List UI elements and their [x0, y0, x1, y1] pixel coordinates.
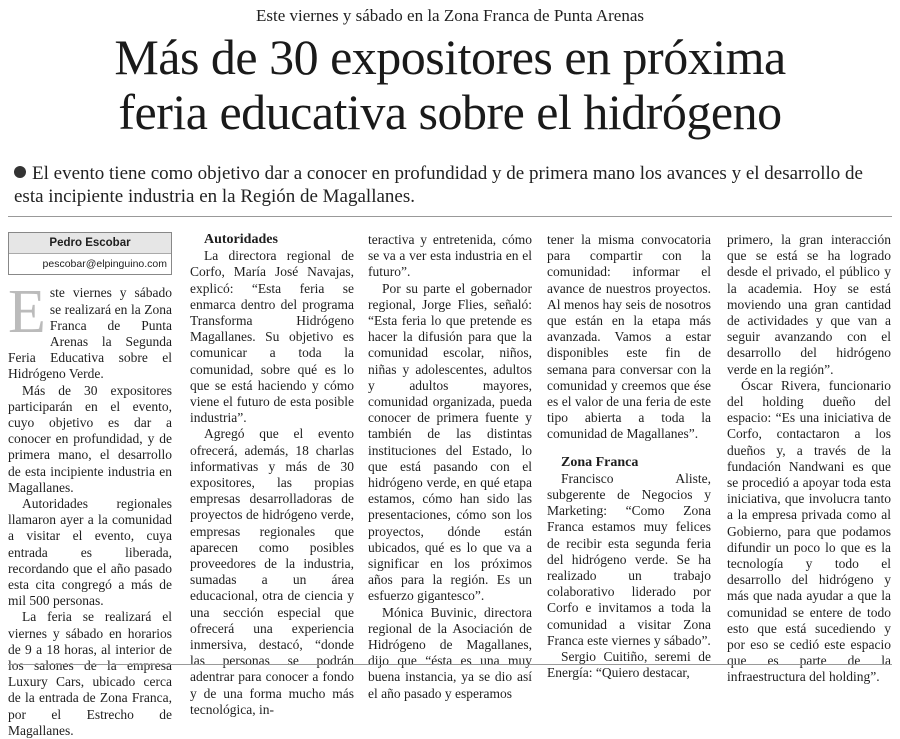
paragraph-text: ste viernes y sábado se realizará en la Zona Franca de Punta Arenas la Segunda Feria Educativa sobre el Hidrógeno Verde. — [8, 285, 172, 382]
bullet-icon — [14, 166, 26, 178]
paragraph: Óscar Rivera, funcionario del holding dueño del espacio: “Es una iniciativa de Corfo, contactaron a los dueños y, a través de la fundación Nandwani es que se procedió a apoyar toda esta iniciativa, que involucra tanto a la empresa privada como al Gobierno, para que podamos difundir un poco lo que es la tecnología y todo el desarrollo del hidrógeno y más que nada ayudar a que la comunidad se entere de todo esto que está sucediendo y por eso se cedió este espacio que es parte de la infraestructura del holding”. — [727, 377, 891, 685]
paragraph: La directora regional de Corfo, María José Navajas, explicó: “Esta feria se enmarca dentro del programa Transforma Hidrógeno Magallanes. Su objetivo es comunicar a toda la comunidad, sobre qué es lo que se está haciendo y cómo viene el futuro de esta posible industria”. — [190, 248, 354, 426]
headline-line-2: feria educativa sobre el hidrógeno — [118, 84, 782, 140]
headline — [0, 30, 900, 140]
subhead-zona-franca: Zona Franca — [561, 454, 639, 470]
column-4 — [547, 232, 711, 681]
column-1 — [8, 232, 172, 739]
subhead-autoridades: Autoridades — [204, 232, 278, 247]
paragraph: Autoridades regionales llamaron ayer a la comunidad a visitar el evento, cuya entrada es liberada, recordando que el año pasado esta cita congregó a más de mil 500 personas. — [8, 496, 172, 609]
column-2 — [190, 232, 354, 718]
lead-text: El evento tiene como objetivo dar a conocer en profundidad y de primera mano los avances y el desarrollo de esta incipiente industria en la Región de Magallanes. — [14, 163, 863, 207]
paragraph: Agregó que el evento ofrecerá, además, 18 charlas informativas y más de 30 expositores, las propias empresas desarrolladoras de proyectos de hidrógeno verde, empresas regionales que aparecen como posibles proveedores de la industria, sumadas a un área educacional, otra de ciencia y una sección especial que ofrecerá una experiencia inmersiva, destacó, “donde las personas se podrán adentrar para conocer a fondo y de una forma mucho más tecnológica, in- — [190, 426, 354, 717]
paragraph: Por su parte el gobernador regional, Jorge Flies, señaló: “Esta feria lo que pretende es hacer la difusión para que la comunidad escolar, niños, niñas y adolescentes, adultos y adultos mayores, comunidad organizada, pueda conocer de primera fuente y también de las distintas instituciones del Estado, lo que está pasando con el hidrógeno verde, en qué etapa estamos, cómo han sido las presentaciones, cómo son los proyectos, dónde están ubicados, qué es lo que va a significar en los próximos años para la región. Es un esfuerzo gigantesco”. — [368, 280, 532, 604]
paragraph: teractiva y entretenida, cómo se va a ver esta industria en el futuro”. — [368, 232, 532, 280]
kicker: Este viernes y sábado en la Zona Franca de Punta Arenas — [255, 6, 645, 25]
column-3 — [368, 232, 532, 702]
paragraph — [8, 278, 172, 382]
lead-paragraph — [14, 162, 884, 208]
paragraph: Sergio Cuitiño, seremi de Energía: “Quiero destacar, — [547, 649, 711, 681]
divider — [8, 664, 892, 665]
headline-line-1: Más de 30 expositores en próxima — [114, 29, 786, 85]
paragraph: tener la misma convocatoria para compartir con la comunidad: informar el avance de nuestros proyectos. Al menos hay seis de nosotros que están en la etapa más avanzada. Vamos a estar disponibles este fin de semana para conversar con la comunidad y creemos que ése es el valor de una feria de este tipo abierta a toda la comunidad de Magallanes”. — [547, 232, 711, 442]
paragraph: Francisco Aliste, subgerente de Negocios y Marketing: “Como Zona Franca estamos muy felices de recibir esta segunda feria del hidrógeno verde. Se ha realizado un trabajo colaborativo liderado por Corfo e invitamos a toda la comunidad a visitar Zona Franca este viernes y sábado”. — [547, 470, 711, 648]
author-name: Pedro Escobar — [9, 233, 171, 254]
divider — [8, 216, 892, 217]
author-email: pescobar@elpinguino.com — [42, 258, 167, 271]
paragraph: primero, la gran interacción que se está se ha logrado desde el privado, el público y la academia. Hoy se está moviendo una gran cantidad de actividades y que van a seguir avanzando con el desarrollo del hidrógeno verde en la región”. — [727, 232, 891, 377]
paragraph: Más de 30 expositores participarán en el evento, cuyo objetivo es dar a conocer en profundidad, y de primera mano, el desarrollo de esta incipiente industria en Magallanes. — [8, 382, 172, 495]
column-5 — [727, 232, 891, 686]
byline — [8, 232, 172, 275]
paragraph: Mónica Buvinic, directora regional de la Asociación de Hidrógeno de Magallanes, dijo que “ésta es una muy buena instancia, ya se dio así el año pasado y esperamos — [368, 604, 532, 701]
paragraph: La feria se realizará el viernes y sábado en horarios de 9 a 18 horas, al interior de los salones de la empresa Luxury Cars, ubicado cerca de la entrada de Zona Franca, por el Estrecho de Magallanes. — [8, 609, 172, 738]
drop-cap: E — [8, 278, 46, 347]
